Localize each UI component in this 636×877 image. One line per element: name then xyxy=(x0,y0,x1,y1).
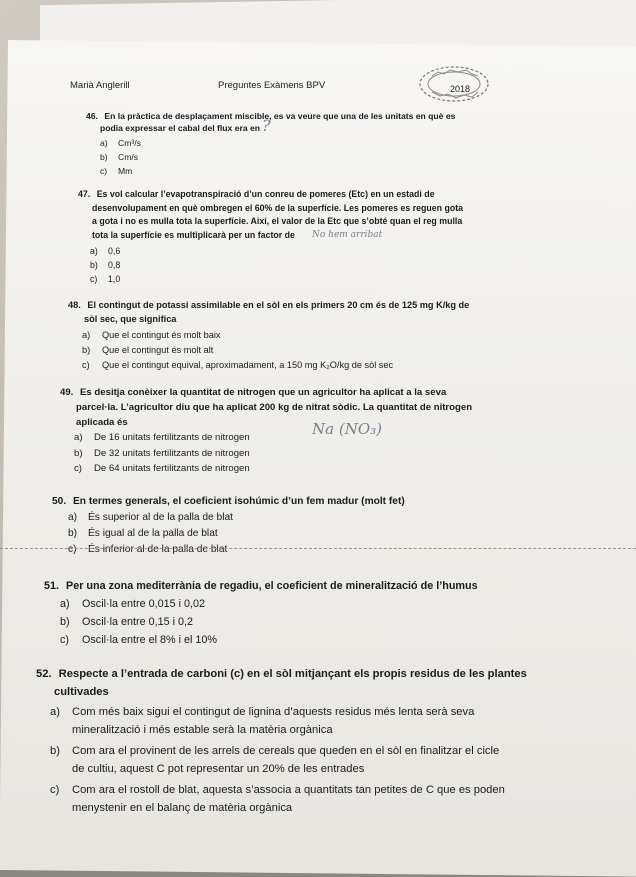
question-48 xyxy=(68,298,469,373)
question-stem: Es desitja conèixer la quantitat de nitrogen que un agricultor ha aplicat a la seva xyxy=(80,387,447,398)
option-text-continued: mineralització i més estable serà la matèria orgànica xyxy=(72,724,333,736)
question-number: 46. xyxy=(86,111,98,121)
handwritten-note-q46: ? xyxy=(262,116,271,135)
question-number: 49. xyxy=(60,387,74,398)
option-text: 0,8 xyxy=(108,260,121,270)
option-text: Com ara el provinent de les arrels de cereals que queden en el sòl en finalitzar el cicle xyxy=(72,745,500,757)
option-letter: b) xyxy=(68,528,78,539)
option-text: De 64 unitats fertilitzants de nitrogen xyxy=(94,463,250,474)
question-number: 52. xyxy=(36,668,52,680)
question-52 xyxy=(36,665,527,817)
option-letter: a) xyxy=(50,706,60,718)
option-text: 1,0 xyxy=(108,274,121,284)
option-letter: a) xyxy=(60,598,70,610)
option-letter: a) xyxy=(68,512,78,523)
question-number: 47. xyxy=(78,189,91,199)
option-letter: c) xyxy=(50,784,60,796)
question-51 xyxy=(44,577,478,649)
question-stem: parcel·la. L’agricultor diu que ha aplicat 200 kg de nitrat sòdic. La quantitat de nitrogen xyxy=(76,402,473,413)
question-stem: aplicada és xyxy=(76,417,128,428)
question-number: 50. xyxy=(52,496,67,507)
option-letter: b) xyxy=(90,260,98,270)
question-stem: En la pràctica de desplaçament miscible, es va veure que una de les unitats en què es xyxy=(104,111,456,121)
option-text: Cm/s xyxy=(118,152,139,162)
question-number: 48. xyxy=(68,300,81,310)
option-letter: c) xyxy=(90,274,98,284)
document-title: Preguntes Exàmens BPV xyxy=(218,80,326,91)
option-text: Que el contingut equival, aproximadament, a 150 mg K₂O/kg de sòl sec xyxy=(102,360,394,370)
option-letter: c) xyxy=(60,634,69,646)
question-stem: Respecte a l’entrada de carboni (c) en el sòl mitjançant els propis residus de les plantes xyxy=(58,668,527,680)
option-text: Que el contingut és molt alt xyxy=(102,345,214,355)
option-text: Que el contingut és molt baix xyxy=(102,330,221,340)
option-text: Oscil·la entre 0,15 i 0,2 xyxy=(82,616,194,628)
option-letter: c) xyxy=(68,544,77,555)
option-letter: b) xyxy=(74,447,83,459)
option-text: Oscil·la entre 0,015 i 0,02 xyxy=(82,598,206,610)
question-47 xyxy=(78,188,463,286)
option-letter: a) xyxy=(74,432,83,443)
option-text: Com més baix sigui el contingut de lignina d’aquests residus més lenta serà seva xyxy=(72,706,475,718)
option-letter: b) xyxy=(50,745,60,757)
question-number: 51. xyxy=(44,580,60,592)
paper-fold-line xyxy=(0,548,636,549)
question-stem: podia expressar el cabal del flux era en xyxy=(100,123,261,133)
handwritten-note-q49: Na (NO₃) xyxy=(312,420,382,438)
question-stem: a gota i no es mulla tota la superfície. Així, el valor de la Etc que s’obté quan el reg mulla xyxy=(92,216,463,226)
option-letter: a) xyxy=(90,246,98,256)
option-letter: b) xyxy=(82,345,91,355)
option-text-continued: de cultiu, aquest C pot representar un 20% de les entrades xyxy=(72,763,365,775)
option-text-continued: menystenir en el balanç de matèria orgànica xyxy=(72,802,293,814)
option-letter: b) xyxy=(60,616,70,628)
question-stem: tota la superfície es multiplicarà per un factor de xyxy=(92,229,295,240)
option-letter: c) xyxy=(74,463,82,474)
author-name: Marià Anglerill xyxy=(70,80,130,91)
option-text: Com ara el rostoll de blat, aquesta s’associa a quantitats tan petites de C que es poden xyxy=(72,784,505,796)
question-stem: El contingut de potassi assimilable en el sòl en els primers 20 cm és de 125 mg K/kg de xyxy=(87,300,470,310)
option-text: 0,6 xyxy=(108,246,121,256)
option-letter: b) xyxy=(100,152,108,162)
handwritten-note-q47: No hem arribat xyxy=(312,230,383,240)
question-49 xyxy=(60,385,472,477)
option-text: Cm³/s xyxy=(118,138,141,148)
option-text: Mm xyxy=(118,166,133,176)
question-stem: sòl sec, que significa xyxy=(84,314,177,324)
option-text: És inferior al de la palla de blat xyxy=(88,544,228,555)
question-stem: cultivades xyxy=(54,686,109,698)
question-stem: Es vol calcular l’evapotranspiració d’un conreu de pomeres (Etc) en un estadi de xyxy=(96,189,435,199)
question-stem: desenvolupament en què ombregen el 60% de la superfície. Les pomeres es reguen gota xyxy=(92,202,464,213)
option-text: És superior al de la palla de blat xyxy=(88,512,233,523)
option-letter: a) xyxy=(82,330,91,340)
option-letter: c) xyxy=(82,360,90,370)
question-stem: Per una zona mediterrània de regadiu, el coeficient de mineralització de l’humus xyxy=(66,580,478,592)
option-text: Oscil·la entre el 8% i el 10% xyxy=(82,634,218,646)
option-text: De 16 unitats fertilitzants de nitrogen xyxy=(94,432,250,443)
option-letter: a) xyxy=(100,138,108,148)
option-text: De 32 unitats fertilitzants de nitrogen xyxy=(94,447,250,459)
question-stem: En termes generals, el coeficient isohúmic d’un fem madur (molt fet) xyxy=(73,496,405,507)
year-label: 2018 xyxy=(450,84,471,94)
option-text: És igual al de la palla de blat xyxy=(88,528,218,539)
option-letter: c) xyxy=(100,166,108,176)
